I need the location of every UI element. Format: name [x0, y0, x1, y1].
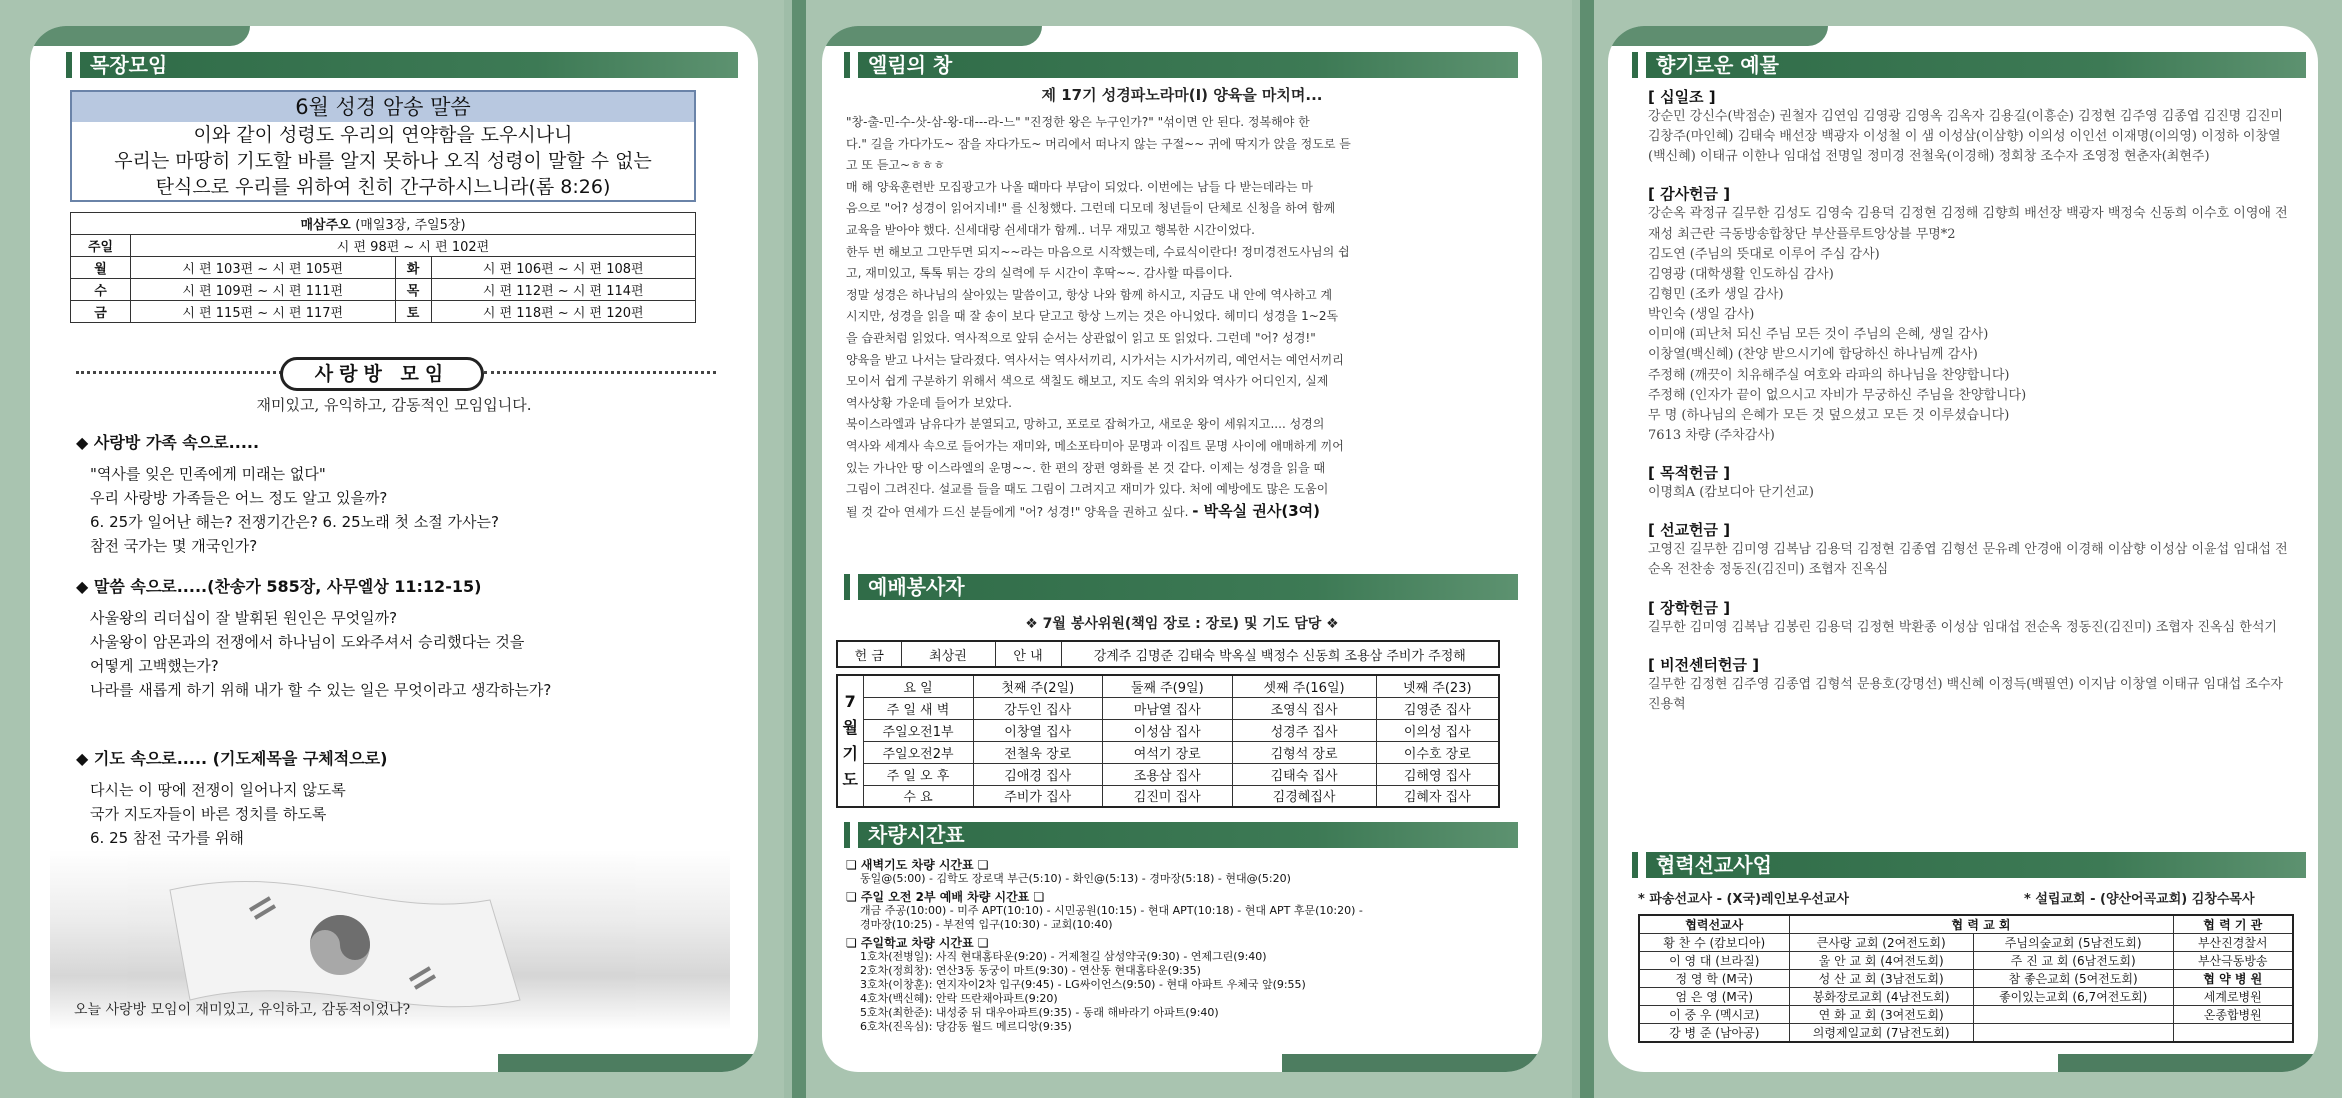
memory-verse-box — [70, 90, 696, 202]
article-line: 양육을 받고 나서는 달라졌다. 역사서는 역사서끼리, 시가서는 시가서끼리, 예언서는 예언서끼리 — [846, 352, 1344, 367]
question-heading: ◆ 기도 속으로..... (기도제목을 구체적으로) — [76, 749, 388, 768]
table-cell: 부산진경찰서 — [2173, 934, 2293, 952]
bus-line: 6호차(진옥심): 당감동 월드 메르디앙(9:35) — [860, 1020, 1072, 1033]
panel-mokjang — [0, 0, 784, 1098]
table-cell: 주 일 새 벽 — [863, 697, 973, 719]
article-line: 그림이 그려진다. 설교를 들을 때도 그림이 그려지고 재미가 있다. 처에 예방에도 많은 도움이 — [846, 482, 1329, 497]
table-cell: 마남열 집사 — [1103, 697, 1233, 719]
mission-left: * 파송선교사 - (X국)레인보우선교사 — [1638, 892, 1849, 907]
article-line: "창-출-민-수-삿-삼-왕-대---라-느" "진정한 왕은 누구인가?" "섞이면 안 된다. 정복해야 한 — [846, 115, 1310, 129]
article-line: 한두 번 해보고 그만두면 되지~~라는 마음으로 시작했는데, 수료식이란다! 정미경전도사님의 쉽 — [846, 244, 1350, 259]
table-cell: 이수호 장로 — [1376, 741, 1499, 763]
article-line: 고 또 듣고~ㅎㅎㅎ — [846, 158, 945, 173]
table-cell: 수 요 — [863, 785, 973, 807]
table-cell: 봉화장로교회 (4남전도회) — [1789, 988, 1973, 1006]
question-group-prayer — [76, 746, 387, 850]
bus-line: 5호차(최한준): 내성중 뒤 대우아파트(9:35) - 동래 해바라기 아파트(9:40) — [860, 1006, 1219, 1019]
reading-table — [70, 212, 696, 323]
question-group-word — [76, 574, 551, 702]
question-line: "역사를 잊은 민족에게 미래는 없다" — [90, 464, 326, 483]
table-cell: 의령제일교회 (7남전도회) — [1789, 1024, 1973, 1043]
bus-title: ❏ 주일 오전 2부 예배 차량 시간표 ❏ — [846, 890, 1045, 904]
question-line: 사울왕의 리더십이 잘 발휘된 원인은 무엇일까? — [90, 608, 398, 627]
table-cell: 성 산 교 회 (3남전도회) — [1789, 970, 1973, 988]
offering-group-title: [ 선교헌금 ] — [1648, 521, 1731, 540]
section-header-mission: 협력선교사업 — [1632, 852, 2306, 878]
mission-right: * 설립교회 - (양산어곡교회) 김창수목사 — [2024, 892, 2255, 907]
range-cell: 시 편 109편 ~ 시 편 111편 — [131, 279, 396, 301]
table-cell — [2173, 1024, 2293, 1043]
offering-table — [836, 640, 1500, 668]
bus-line: 3호차(이창훈): 연지자이2차 입구(9:45) - LG싸이언스(9:50) - 현대 아파트 우체국 앞(9:55) — [860, 978, 1306, 991]
offering-group-names: 강순옥 곽정규 길무한 김성도 김영숙 김용덕 김정현 김정해 김향희 배선장 백광자 백정숙 신동희 이수호 이영애 전재성 최근란 극동방송합창단 부산플루트앙상블 무명*2 김도연 (주님의 뜻대로 이루어 주심 감사) 김영광 (대학생활 인도하심 감사) 김형민 (조카 생일 감사) 박인숙 (생일 감사) 이미애 (피난처 되신 주님 모든 것이 주님의 은혜, 생일 감사) 이창열(백신혜) (찬양 받으시기에 합당하신 하나님께 감사) 주정해 (깨끗이 치유해주실 여호와 라파의 하나님을 찬양합니다) 주정해 (인자가 끝이 없으시고 자비가 무궁하신 주님을 찬양합니다) 무 명 (하나님의 은혜가 모든 것 덮으셨고 모든 것 이루셨습니다) 7613 차량 (주차감사) — [1648, 206, 2288, 443]
offering-list — [1648, 70, 2288, 715]
corner-decoration — [1282, 1054, 1542, 1072]
panel-elim — [792, 0, 1572, 1098]
month-cell: 7 월 기 도 — [837, 675, 863, 807]
corner-decoration — [498, 1054, 758, 1072]
table-cell: 온종합병원 — [2173, 1006, 2293, 1024]
reading-subtitle: (매일3장, 주일5장) — [355, 218, 466, 233]
corner-decoration — [1608, 26, 1828, 46]
sarang-footer: 오늘 사랑방 모임이 재미있고, 유익하고, 감동적이었나? — [74, 1002, 411, 1018]
table-cell: 주일오전2부 — [863, 741, 973, 763]
table-header: 셋째 주(16일) — [1232, 675, 1376, 697]
table-header: 요 일 — [863, 675, 973, 697]
duty-table — [836, 674, 1500, 808]
article-line: 역사와 세계사 속으로 들어가는 재미와, 메소포타미아 문명과 이집트 문명 사이에 애매하게 끼어 — [846, 438, 1344, 453]
table-cell: 황 찬 수 (캄보디아) — [1639, 934, 1789, 952]
table-cell: 강두인 집사 — [973, 697, 1103, 719]
card — [822, 26, 1542, 1072]
question-heading: ◆ 말씀 속으로.....(찬송가 585장, 사무엘상 11:12-15) — [76, 577, 482, 596]
article-line: 될 것 같아 연세가 드신 분들에게 "어? 성경!" 양육을 권하고 싶다. - 박옥실 권사(3여) — [846, 501, 1320, 520]
table-cell: 이성삼 집사 — [1103, 719, 1233, 741]
bus-line: 동일@(5:00) - 김학도 장로댁 부근(5:10) - 화인@(5:13) - 경마장(5:18) - 현대@(5:20) — [860, 872, 1291, 885]
offering-group-title: [ 감사헌금 ] — [1648, 185, 1731, 204]
bus-line: 2호차(정희창): 연산3동 동궁이 마트(9:30) - 연산동 현대홈타운(9:35) — [860, 964, 1201, 977]
offering-group-title: [ 비전센터헌금 ] — [1648, 655, 1760, 674]
offering-group-title: [ 장학헌금 ] — [1648, 598, 1731, 617]
table-cell — [1973, 1024, 2173, 1043]
table-cell: 주비가 집사 — [973, 785, 1103, 807]
question-line: 6. 25 참전 국가를 위해 — [90, 828, 244, 847]
section-header-elim: 엘림의 창 — [844, 52, 1518, 78]
day-cell: 수 — [71, 279, 131, 301]
article-line: 음으로 "어? 성경이 읽어지네!" 를 신청했다. 그런데 디모데 청년들이 단체로 신청을 하여 함께 — [846, 201, 1336, 216]
article-line: 교육을 받아야 했다. 신세대랑 쉰세대가 함께.. 너무 재밌고 행복한 시간이었다. — [846, 222, 1255, 237]
section-header-worship: 예배봉사자 — [844, 574, 1518, 600]
offering-group-title: [ 목적헌금 ] — [1648, 464, 1731, 483]
table-cell: 부산극동방송 — [2173, 952, 2293, 970]
memory-verse-line: 우리는 마땅히 기도할 바를 알지 못하나 오직 성령이 말할 수 없는 — [114, 150, 652, 172]
table-cell: 주님의숲교회 (5남전도회) — [1973, 934, 2173, 952]
bus-line: 1호차(전병일): 사직 현대홈타운(9:20) - 거제철길 삼성약국(9:30) - 연제그린(9:40) — [860, 950, 1267, 963]
bus-schedule — [846, 858, 1516, 1034]
range-cell: 시 편 98편 ~ 시 편 102편 — [131, 235, 696, 257]
offering-group-names: 길무한 김정현 김주영 김종엽 김형석 문용호(강명선) 백신혜 이정득(백필연) 이지남 이창열 이태규 임대섭 조수자 진용혁 — [1648, 676, 2283, 712]
bus-title: ❏ 주일학교 차량 시간표 ❏ — [846, 936, 989, 950]
day-cell: 토 — [395, 301, 431, 323]
article-line: 모이서 쉽게 구분하기 위해서 색으로 색칠도 해보고, 지도 속의 위치와 역사가 어디인지, 실제 — [846, 374, 1329, 389]
question-line: 6. 25가 일어난 해는? 전쟁기간은? 6. 25노래 첫 소절 가사는? — [90, 512, 499, 531]
article-author: - 박옥실 권사(3여) — [1192, 501, 1320, 520]
memory-verse-line: 탄식으로 우리를 위하여 친히 간구하시느니라(롬 8:26) — [155, 176, 611, 198]
bus-line: 경마장(10:25) - 부전역 입구(10:30) - 교회(10:40) — [860, 918, 1113, 931]
table-header: 협력선교사 — [1639, 915, 1789, 934]
table-header: 둘째 주(9일) — [1103, 675, 1233, 697]
table-cell: 주일오전1부 — [863, 719, 973, 741]
day-cell: 금 — [71, 301, 131, 323]
table-cell: 김해영 집사 — [1376, 763, 1499, 785]
table-cell: 이창열 집사 — [973, 719, 1103, 741]
table-cell: 좋이있는교회 (6,7여전도회) — [1973, 988, 2173, 1006]
day-cell: 월 — [71, 257, 131, 279]
table-cell: 성경주 집사 — [1232, 719, 1376, 741]
range-cell: 시 편 106편 ~ 시 편 108편 — [431, 257, 696, 279]
range-cell: 시 편 103편 ~ 시 편 105편 — [131, 257, 396, 279]
offering-group-names: 강순민 강신수(박점순) 권철자 김연임 김영광 김영옥 김옥자 김용길(이흥순) 김정현 김주영 김종엽 김진명 김진미 김창주(마인혜) 김태숙 배선장 백광자 이성철 이 샘 이성삼(이삼향) 이의성 이인선 이재명(이의영) 이정하 이창열(백신혜) 이태규 이한나 임대섭 전명일 정미경 전철욱(이경해) 정회창 조수자 조영정 현춘자(최현주) — [1648, 109, 2283, 165]
side-strip — [792, 0, 806, 1098]
sarang-title: 사랑방 모임 — [280, 357, 484, 391]
bus-title: ❏ 새벽기도 차량 시간표 ❏ — [846, 858, 989, 872]
memory-verse-title: 6월 성경 암송 말씀 — [72, 92, 694, 122]
range-cell: 시 편 118편 ~ 시 편 120편 — [431, 301, 696, 323]
table-cell: 조영식 집사 — [1232, 697, 1376, 719]
table-cell: 안 내 — [995, 641, 1061, 667]
table-cell: 연 화 교 회 (3여전도회) — [1789, 1006, 1973, 1024]
table-cell: 강계주 김명준 김태숙 박옥실 백정수 신동희 조용삼 주비가 주정해 — [1061, 641, 1499, 667]
table-cell: 김애경 집사 — [973, 763, 1103, 785]
question-heading: ◆ 사랑방 가족 속으로..... — [76, 433, 260, 452]
table-cell: 헌 금 — [837, 641, 901, 667]
table-header: 협 력 기 관 — [2173, 915, 2293, 934]
article-line: 다." 길을 가다가도~ 잠을 자다가도~ 머리에서 떠나지 않는 구절~~ 귀에 딱지가 앉을 정도로 듣 — [846, 136, 1351, 151]
table-cell: 주 일 오 후 — [863, 763, 973, 785]
article-line: 을 습관처럼 읽었다. 역사적으로 앞뒤 순서는 상관없이 읽고 또 읽었다. 그런데 "어? 성경!" — [846, 330, 1316, 345]
article-line: 역사상황 가운데 들어가 보았다. — [846, 395, 1012, 410]
article-line: 시지만, 성경을 읽을 때 잘 송이 보다 닫고고 항상 느끼는 것은 아니었다. 헤미디 성경을 1~2독 — [846, 309, 1339, 324]
range-cell: 시 편 112편 ~ 시 편 114편 — [431, 279, 696, 301]
sarang-subtitle: 재미있고, 유익하고, 감동적인 모임입니다. — [256, 396, 532, 414]
table-cell — [1973, 1006, 2173, 1024]
offering-group-names: 길무한 김미영 김복남 김봉린 김용덕 김정현 박환종 이성삼 임대섭 전순옥 정동진(김진미) 조협자 진옥심 한석기 — [1648, 619, 2277, 635]
corner-decoration — [2058, 1054, 2318, 1072]
corner-decoration — [30, 26, 250, 46]
question-line: 어떻게 고백했는가? — [90, 656, 219, 675]
question-group-family — [76, 430, 499, 558]
article-line: 정말 성경은 하나님의 살아있는 말씀이고, 항상 나와 함께 하시고, 지금도 내 안에 역사하고 계 — [846, 287, 1333, 302]
table-cell: 강 병 준 (남아공) — [1639, 1024, 1789, 1043]
article-line: 고, 재미있고, 톡톡 튀는 강의 실력에 두 시간이 후딱~~. 감사할 따름이다. — [846, 266, 1233, 281]
question-line: 참전 국가는 몇 개국인가? — [90, 536, 258, 555]
duty-title: ❖ 7월 봉사위원(책임 장로 : 장로) 및 기도 담당 ❖ — [1025, 616, 1339, 632]
section-header-offering: 향기로운 예물 — [1632, 52, 2306, 78]
table-cell: 이 영 대 (브라질) — [1639, 952, 1789, 970]
table-cell: 큰사랑 교회 (2여전도회) — [1789, 934, 1973, 952]
table-cell: 이의성 집사 — [1376, 719, 1499, 741]
article-body — [846, 112, 1516, 523]
table-cell: 김형석 장로 — [1232, 741, 1376, 763]
table-cell: 전철욱 장로 — [973, 741, 1103, 763]
table-cell: 조용삼 집사 — [1103, 763, 1233, 785]
article-line: 북이스라엘과 남유다가 분열되고, 망하고, 포로로 잡혀가고, 새로운 왕이 세워지고.... 성경의 — [846, 417, 1325, 432]
article-title: 제 17기 성경파노라마(Ⅰ) 양육을 마치며... — [1041, 86, 1323, 104]
card — [1608, 26, 2318, 1072]
table-cell: 이 중 우 (멕시코) — [1639, 1006, 1789, 1024]
day-cell: 화 — [395, 257, 431, 279]
panel-offering — [1580, 0, 2342, 1098]
reading-title: 매삼주오 — [300, 218, 351, 233]
table-cell: 김경혜집사 — [1232, 785, 1376, 807]
table-header: 협 력 교 회 — [1789, 915, 2173, 934]
table-cell: 김진미 집사 — [1103, 785, 1233, 807]
table-cell: 여석기 장로 — [1103, 741, 1233, 763]
corner-decoration — [822, 26, 1042, 46]
table-cell: 김영준 집사 — [1376, 697, 1499, 719]
table-cell: 김혜자 집사 — [1376, 785, 1499, 807]
range-cell: 시 편 115편 ~ 시 편 117편 — [131, 301, 396, 323]
table-cell: 참 좋은교회 (5여전도회) — [1973, 970, 2173, 988]
table-cell: 엄 은 영 (M국) — [1639, 988, 1789, 1006]
dotted-divider — [484, 371, 716, 374]
offering-group-title: [ 십일조 ] — [1648, 88, 1716, 106]
memory-verse-line: 이와 같이 성령도 우리의 연약함을 도우시나니 — [193, 124, 573, 146]
offering-group-names: 이명희A (캄보디아 단기선교) — [1648, 485, 1814, 501]
article-line: 매 해 양육훈련반 모집광고가 나올 때마다 부담이 되었다. 이번에는 남들 다 받는데라는 마 — [846, 179, 1313, 194]
question-line: 국가 지도자들이 바른 정치를 하도록 — [90, 804, 327, 823]
day-cell: 주일 — [71, 235, 131, 257]
table-header: 넷째 주(23) — [1376, 675, 1499, 697]
mission-table — [1638, 914, 2294, 1043]
table-cell: 김태숙 집사 — [1232, 763, 1376, 785]
table-cell: 최상권 — [901, 641, 995, 667]
table-cell: 울 안 교 회 (4여전도회) — [1789, 952, 1973, 970]
question-line: 사울왕이 암몬과의 전쟁에서 하나님이 도와주셔서 승리했다는 것을 — [90, 632, 525, 651]
article-line: 있는 가나안 땅 이스라엘의 운명~~. 한 편의 장편 영화를 본 것 같다. 이제는 성경을 읽을 때 — [846, 460, 1326, 475]
offering-group-names: 고영진 길무한 김미영 김복남 김용덕 김정현 김종엽 김형선 문유례 안경애 이경해 이삼향 이성삼 이윤섭 임대섭 전순옥 전찬송 정동진(김진미) 조협자 진옥심 — [1648, 542, 2288, 578]
question-line: 다시는 이 땅에 전쟁이 일어나지 않도록 — [90, 780, 346, 799]
table-cell: 협 약 병 원 — [2173, 970, 2293, 988]
section-header-bus: 차량시간표 — [844, 822, 1518, 848]
table-cell: 세계로병원 — [2173, 988, 2293, 1006]
section-header-mokjang: 목장모임 — [66, 52, 738, 78]
table-header: 첫째 주(2일) — [973, 675, 1103, 697]
bus-line: 개금 주공(10:00) - 미주 APT(10:10) - 시민공원(10:15) - 현대 APT(10:18) - 현대 APT 후문(10:20) - — [860, 904, 1363, 917]
card — [30, 26, 758, 1072]
day-cell: 목 — [395, 279, 431, 301]
dotted-divider — [76, 371, 312, 374]
bus-line: 4호차(백신혜): 안락 뜨란채아파트(9:20) — [860, 992, 1058, 1005]
table-cell: 주 진 교 회 (6남전도회) — [1973, 952, 2173, 970]
table-cell: 정 영 학 (M국) — [1639, 970, 1789, 988]
side-strip — [1580, 0, 1594, 1098]
question-line: 나라를 새롭게 하기 위해 내가 할 수 있는 일은 무엇이라고 생각하는가? — [90, 680, 552, 699]
question-line: 우리 사랑방 가족들은 어느 정도 알고 있을까? — [90, 488, 388, 507]
